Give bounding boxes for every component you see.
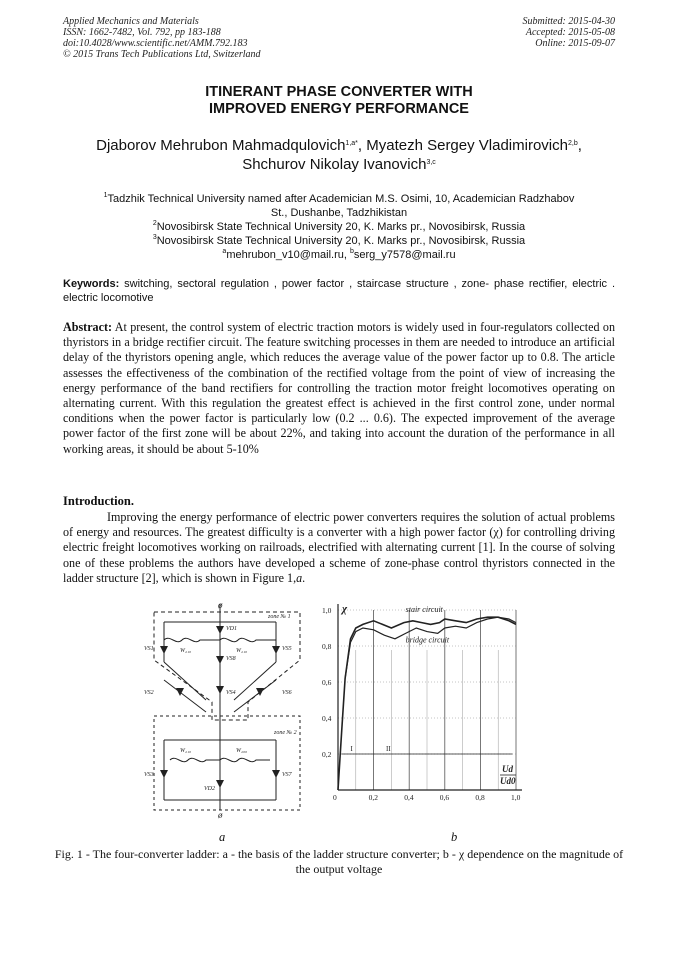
zone-label-2: II	[386, 745, 391, 753]
label-w4: W₂₀₀	[236, 748, 248, 754]
author-2: Myatezh Sergey Vladimirovich	[366, 137, 568, 154]
label-vs8: VS8	[226, 656, 236, 662]
abstract	[63, 320, 615, 457]
introduction-text	[63, 510, 615, 586]
keywords	[63, 277, 615, 305]
accepted-date: Accepted: 2015-05-08	[525, 27, 615, 38]
label-w3: W₂₁₀	[180, 748, 192, 754]
author-3-sup: 3,c	[426, 159, 436, 166]
figure-label-b: b	[451, 830, 458, 844]
circuit-diagram	[140, 600, 320, 820]
affil-1-sup: 1	[103, 192, 108, 199]
node-top: ø	[218, 600, 223, 610]
keywords-label: Keywords:	[63, 278, 120, 290]
label-vd2: VD2	[204, 786, 215, 792]
x-tick-label: 0	[333, 793, 337, 802]
x-tick-label: 0,6	[439, 793, 450, 802]
zone-label-1: I	[350, 745, 353, 753]
journal-name: Applied Mechanics and Materials	[63, 16, 199, 27]
label-vs7: VS7	[282, 772, 292, 778]
vs4-thyristor	[216, 686, 224, 694]
journal-doi[interactable]: doi:10.4028/www.scientific.net/AMM.792.183	[63, 38, 248, 49]
figure-ref[interactable]: a	[296, 570, 303, 585]
affiliations	[0, 192, 678, 262]
journal-info	[63, 16, 261, 60]
affil-1-cont: St., Dushanbe, Tadzhikistan	[270, 207, 408, 219]
legend-stair: stair circuit	[405, 605, 443, 614]
author-3: Shchurov Nikolay Ivanovich	[242, 156, 427, 173]
x-tick-label: 0,2	[368, 793, 378, 802]
series-bridge-line	[345, 617, 516, 678]
node-bottom: ø	[218, 810, 223, 820]
label-vs6: VS6	[282, 690, 292, 696]
x-tick-label: 1,0	[511, 793, 521, 802]
y-tick-label: 0,4	[322, 714, 332, 723]
label-vd1: VD1	[226, 626, 237, 632]
vd2-diode	[216, 780, 224, 788]
y-tick-label: 0,2	[322, 750, 332, 759]
affil-3-sup: 3	[152, 234, 157, 241]
vs5-thyristor	[272, 646, 280, 654]
affil-2: Novosibirsk State Technical University 20, K. Marks pr., Novosibirsk, Russia	[156, 221, 526, 233]
label-w1: W₂₁₀	[180, 648, 192, 654]
figure-caption: Fig. 1 - The four-converter ladder: a - the basis of the ladder structure converter; b - χ dependence on the magnitude of the output voltage	[54, 847, 624, 876]
email-b[interactable]: serg_y7578@mail.ru	[353, 249, 456, 261]
author-list: Djaborov Mehrubon Mahmadqulovich$^{1,a*}$, Myatezh Sergey Vladimirovich$^{2,b}$, Shchurov Nikolay Ivanovich$^{3,c}$	[96, 137, 582, 173]
x-axis-label	[500, 764, 516, 786]
author-1-sup: 1,a*	[345, 140, 358, 147]
figure-label-a: a	[219, 830, 226, 844]
zone-2-label: zone № 2	[274, 730, 297, 736]
legend-bridge: bridge circuit	[405, 635, 450, 645]
journal-issn: ISSN: 1662-7482, Vol. 792, pp 183-188	[63, 27, 221, 38]
affil-3: Novosibirsk State Technical University 20, K. Marks pr., Novosibirsk, Russia	[156, 235, 526, 247]
paper-title	[0, 84, 678, 118]
keywords-text: switching, sectoral regulation , power factor , staircase structure , zone- phase rectifier, electric . electric locomotive	[63, 278, 615, 304]
abstract-label: Abstract:	[63, 320, 113, 334]
journal-copyright: © 2015 Trans Tech Publications Ltd, Switzerland	[63, 49, 261, 60]
label-vs3: VS3	[144, 772, 154, 778]
submitted-date: Submitted: 2015-04-30	[522, 16, 615, 27]
label-w2: W₂₁₀	[236, 648, 248, 654]
email-b-sup: b	[350, 248, 354, 255]
email-a-sup: a	[222, 248, 227, 255]
introduction-end: .	[302, 570, 306, 585]
vs1-thyristor	[160, 646, 168, 654]
label-vs1: VS1	[144, 646, 154, 652]
abstract-text: At present, the control system of electric traction motors is widely used in four-regulators collected on thyristors in a bridge rectifier circuit. The feature switching processes in them are needed to introduce an artificial delay of the thyristors opening angle, which reduces the average value of the power factor up to 0.8. The article assesses the effectiveness of the combination of the rectified voltage from the point of view of increasing the energy performance of the band rectifiers for controlling the traction motor freight locomotives operating on alternating current. With this regulation the greatest effect is achieved in the first control zone, under normal conditions when the power factor is particularly low (0.2 ... 0.6). The expected improvement of the average power factor of the first zone will be about 22%, and taking into account the duration of the performance in all working areas, it should be about 5-10%	[63, 320, 615, 456]
vd1-diode	[216, 626, 224, 634]
author-1: Djaborov Mehrubon Mahmadqulovich	[96, 137, 346, 154]
vs8-thyristor	[216, 656, 224, 664]
introduction-heading: Introduction.	[63, 494, 134, 508]
x-label-numerator: Ud	[502, 764, 513, 774]
email-a[interactable]: mehrubon_v10@mail.ru,	[226, 249, 350, 261]
x-label-denominator: Ud0	[500, 776, 516, 786]
vs7-thyristor	[272, 770, 280, 778]
submission-dates	[523, 16, 616, 49]
introduction-body: Improving the energy performance of electric power converters requires the solution of actual problems of energy and resources. The greatest difficulty is a converter with a high power factor (χ) for controlling driving electric freight locomotives working on railroads, electrified with alternating current [1]. In the course of solving one of these problems the authors have developed a scheme of zone-phase control thyristors connected in the ladder structure [2], which is shown in Figure 1,	[63, 510, 615, 585]
affil-2-sup: 2	[152, 220, 157, 227]
author-2-sup: 2,b	[567, 140, 578, 147]
y-tick-label: 1,0	[322, 606, 332, 615]
title-line-2: IMPROVED ENERGY PERFORMANCE	[209, 101, 469, 117]
label-vs4: VS4	[226, 690, 236, 696]
affil-1: Tadzhik Technical University named after Academician M.S. Osimi, 10, Academician Radzhabov	[107, 193, 575, 205]
x-tick-label: 0,8	[475, 793, 485, 802]
title-line-1: ITINERANT PHASE CONVERTER WITH	[205, 84, 473, 100]
label-vs2: VS2	[144, 690, 154, 696]
x-tick-label: 0,4	[404, 793, 414, 802]
y-axis-label: χ	[342, 603, 348, 615]
online-date: Online: 2015-09-07	[535, 38, 615, 49]
y-tick-label: 0,6	[322, 678, 332, 687]
y-tick-label: 0,8	[322, 642, 332, 651]
zone-1-label: zone № 1	[268, 614, 291, 620]
vs3-thyristor	[160, 770, 168, 778]
label-vs5: VS5	[282, 646, 292, 652]
power-factor-chart	[320, 598, 526, 830]
